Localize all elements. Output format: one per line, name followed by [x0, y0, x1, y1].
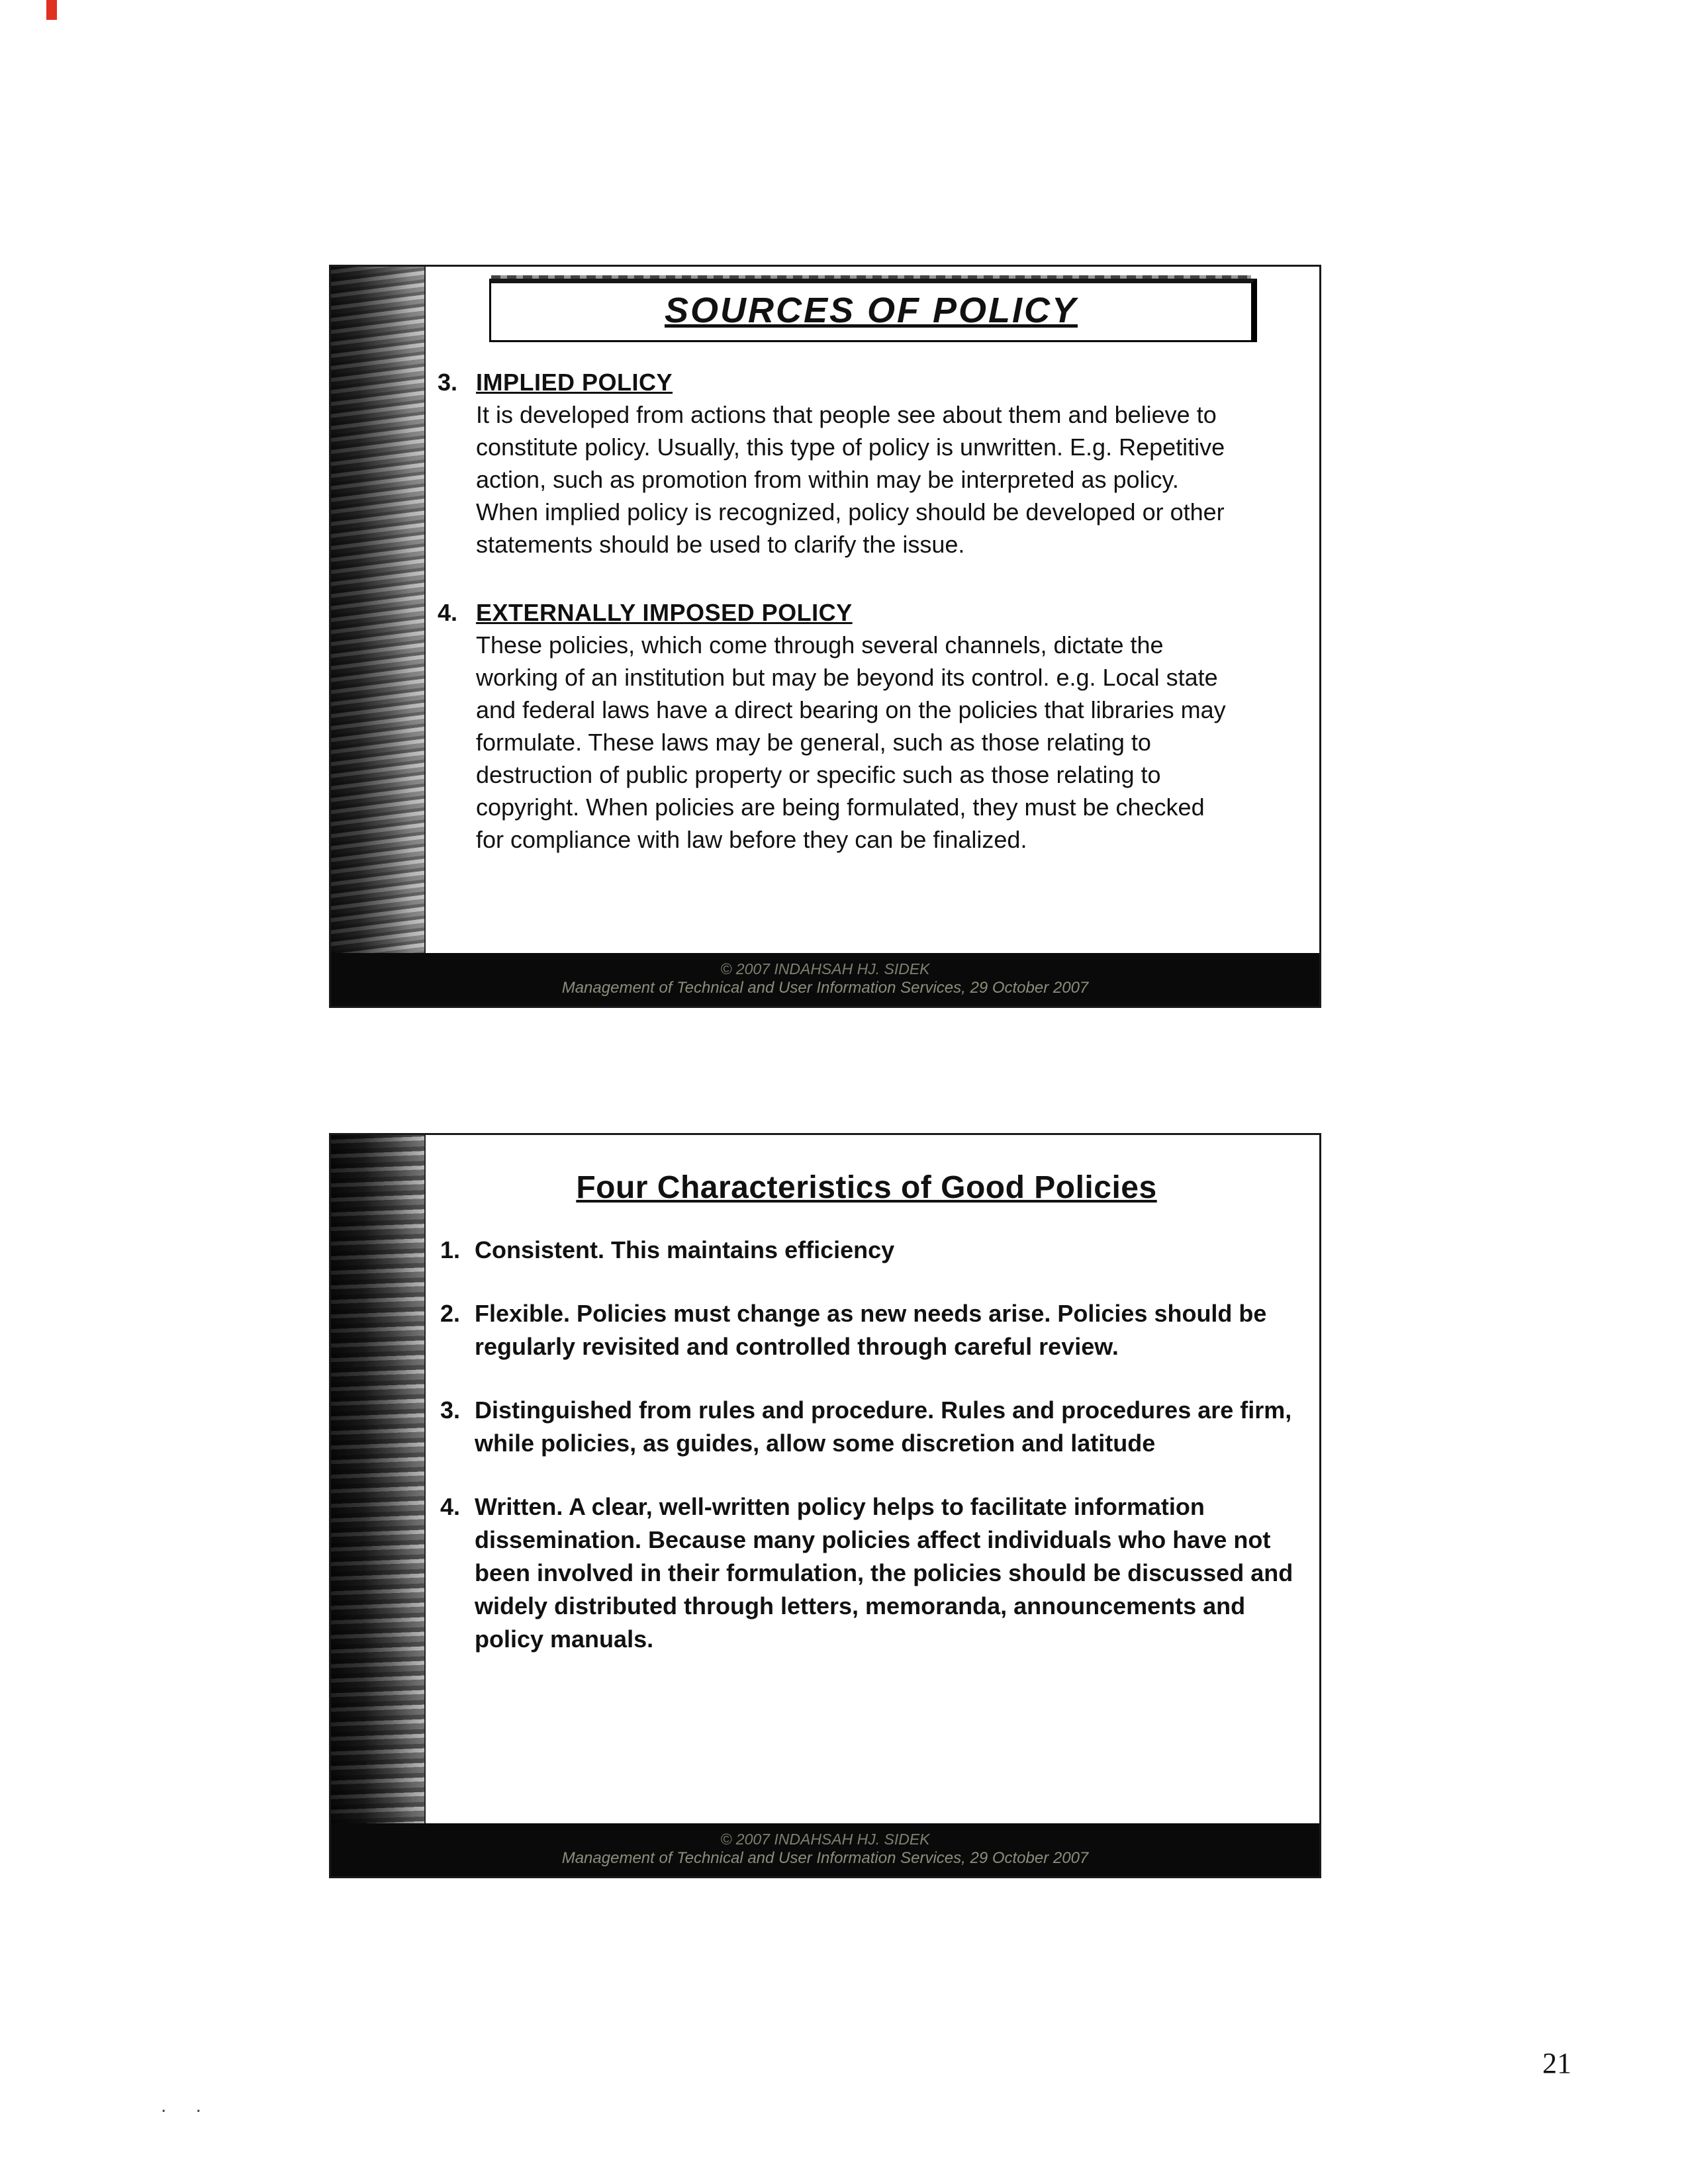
list-item [440, 1297, 1319, 1363]
scan-artifact-dots: . . [161, 2095, 214, 2116]
item-heading: IMPLIED POLICY [476, 369, 673, 396]
slide-title-box [489, 279, 1257, 342]
list-item [438, 366, 1319, 561]
item-number: 3. [438, 369, 458, 396]
slide-four-characteristics [329, 1133, 1321, 1878]
list-item [440, 1234, 1319, 1267]
item-body: These policies, which come through several channels, dictate the working of an institution but may be beyond its control. e.g. Local state and federal laws have a direct bearing on the policies that libraries may formulate. These laws may be general, such as those relating to destruction of public property or specific such as those relating to copyright. When policies are being formulated, they must be checked for compliance with law before they can be finalized. [476, 631, 1226, 853]
footer-attribution: Management of Technical and User Information Services, 29 October 2007 [561, 1849, 1089, 1867]
slide-footer-bar [331, 953, 1319, 1006]
scan-binding-strip [331, 267, 426, 953]
item-number: 2. [440, 1300, 461, 1327]
slide-content [427, 267, 1319, 953]
slide-footer-bar [331, 1823, 1319, 1876]
item-text [476, 366, 1237, 561]
footer-copyright: © 2007 INDAHSAH HJ. SIDEK [720, 960, 930, 978]
item-body: Consistent. This maintains efficiency [475, 1236, 895, 1263]
slide-content [427, 1135, 1319, 1823]
scan-artifact-red [46, 0, 57, 20]
item-number: 3. [440, 1396, 461, 1424]
scan-binding-strip [331, 1135, 426, 1823]
list-item [438, 596, 1319, 856]
list-item [440, 1490, 1319, 1656]
footer-copyright: © 2007 INDAHSAH HJ. SIDEK [720, 1831, 930, 1848]
slide-title: SOURCES OF POLICY [664, 291, 1078, 330]
item-body: Written. A clear, well-written policy helps to facilitate information dissemination. Because many policies affect individuals who have not been involved in their formulation, the policies should be discussed and widely distributed through letters, memoranda, announcements and policy manuals. [475, 1493, 1293, 1653]
footer-attribution: Management of Technical and User Information Services, 29 October 2007 [561, 979, 1089, 997]
item-number: 4. [438, 599, 458, 626]
item-number: 4. [440, 1493, 461, 1520]
item-text [476, 596, 1237, 856]
slide-title: Four Characteristics of Good Policies [576, 1170, 1157, 1205]
slide-sources-of-policy [329, 265, 1321, 1008]
item-number: 1. [440, 1236, 461, 1263]
page-number: 21 [1542, 2047, 1571, 2079]
item-heading: EXTERNALLY IMPOSED POLICY [476, 599, 853, 626]
item-body: Flexible. Policies must change as new needs arise. Policies should be regularly revisited and controlled through careful review. [475, 1300, 1267, 1360]
list-item [440, 1394, 1319, 1460]
item-body: It is developed from actions that people see about them and believe to constitute policy. Usually, this type of policy is unwritten. E.g. Repetitive action, such as promotion from within may be interpreted as policy. When implied policy is recognized, policy should be developed or other statements should be used to clarify the issue. [476, 401, 1225, 558]
item-body: Distinguished from rules and procedure. Rules and procedures are firm, while policies, as guides, allow some discretion and latitude [475, 1396, 1292, 1457]
